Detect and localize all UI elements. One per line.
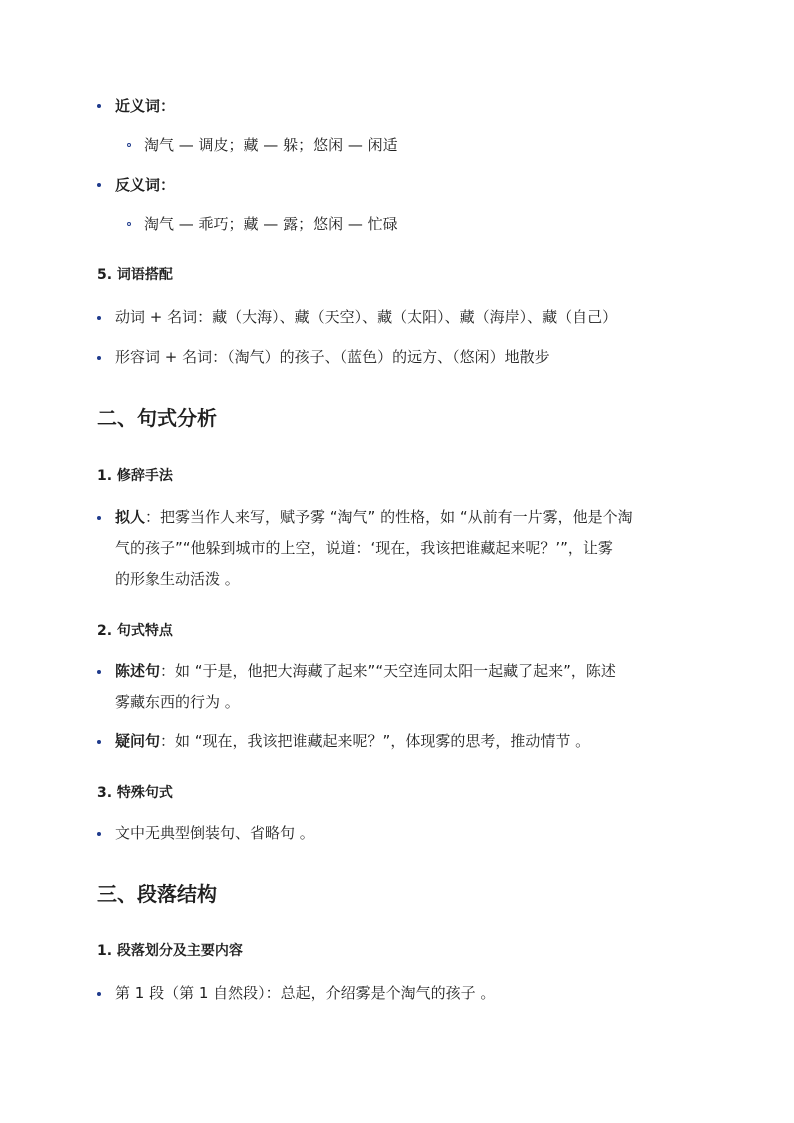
declarative-line-2: 雾藏东西的行为 。 [115, 693, 240, 711]
rhetoric-heading: 1. 修辞手法 [97, 468, 173, 484]
sub-bullet-icon [127, 143, 131, 147]
bullet-icon [97, 516, 101, 520]
list-item: 第 1 段（第 1 自然段）：总起，介绍雾是个淘气的孩子 。 [115, 984, 496, 1002]
rhetoric-line-3: 的形象生动活泼 。 [115, 570, 240, 588]
section-title-paragraph-structure: 三、段落结构 [97, 882, 217, 906]
question-term: 疑问句 [115, 732, 161, 750]
bullet-icon [97, 670, 101, 674]
list-item: 形容词 + 名词：（淘气）的孩子、（蓝色）的远方、（悠闲）地散步 [115, 348, 550, 366]
declarative-line-1: 陈述句：如 “于是，他把大海藏了起来”“天空连同太阳一起藏了起来”，陈述 [115, 662, 616, 680]
features-heading: 2. 句式特点 [97, 623, 173, 639]
question-line: 疑问句：如 “现在，我该把谁藏起来呢？”，体现雾的思考，推动情节 。 [115, 732, 591, 750]
declarative-term: 陈述句 [115, 662, 161, 680]
section-title-sentence-analysis: 二、句式分析 [97, 406, 217, 430]
synonyms-text: 淘气 — 调皮；藏 — 躲；悠闲 — 闲适 [144, 136, 398, 154]
rhetoric-line-1: 拟人：把雾当作人来写，赋予雾 “淘气” 的性格，如 “从前有一片雾，他是个淘 [115, 508, 633, 526]
special-text: 文中无典型倒装句、省略句 。 [115, 824, 315, 842]
list-item: 动词 + 名词：藏（大海）、藏（天空）、藏（太阳）、藏（海岸）、藏（自己） [115, 308, 618, 326]
bullet-icon [97, 832, 101, 836]
synonyms-label: 近义词： [115, 97, 176, 115]
division-heading: 1. 段落划分及主要内容 [97, 943, 243, 959]
antonyms-label: 反义词： [115, 176, 176, 194]
bullet-icon [97, 316, 101, 320]
collocation-heading: 5. 词语搭配 [97, 267, 173, 283]
special-heading: 3. 特殊句式 [97, 785, 173, 801]
personification-term: 拟人 [115, 508, 146, 526]
bullet-icon [97, 740, 101, 744]
antonyms-text: 淘气 — 乖巧；藏 — 露；悠闲 — 忙碌 [144, 215, 398, 233]
bullet-icon [97, 356, 101, 360]
bullet-icon [97, 104, 101, 108]
bullet-icon [97, 183, 101, 187]
bullet-icon [97, 992, 101, 996]
sub-bullet-icon [127, 222, 131, 226]
rhetoric-line-2: 气的孩子”“他躲到城市的上空，说道：‘现在，我该把谁藏起来呢？’”，让雾 [115, 539, 613, 557]
